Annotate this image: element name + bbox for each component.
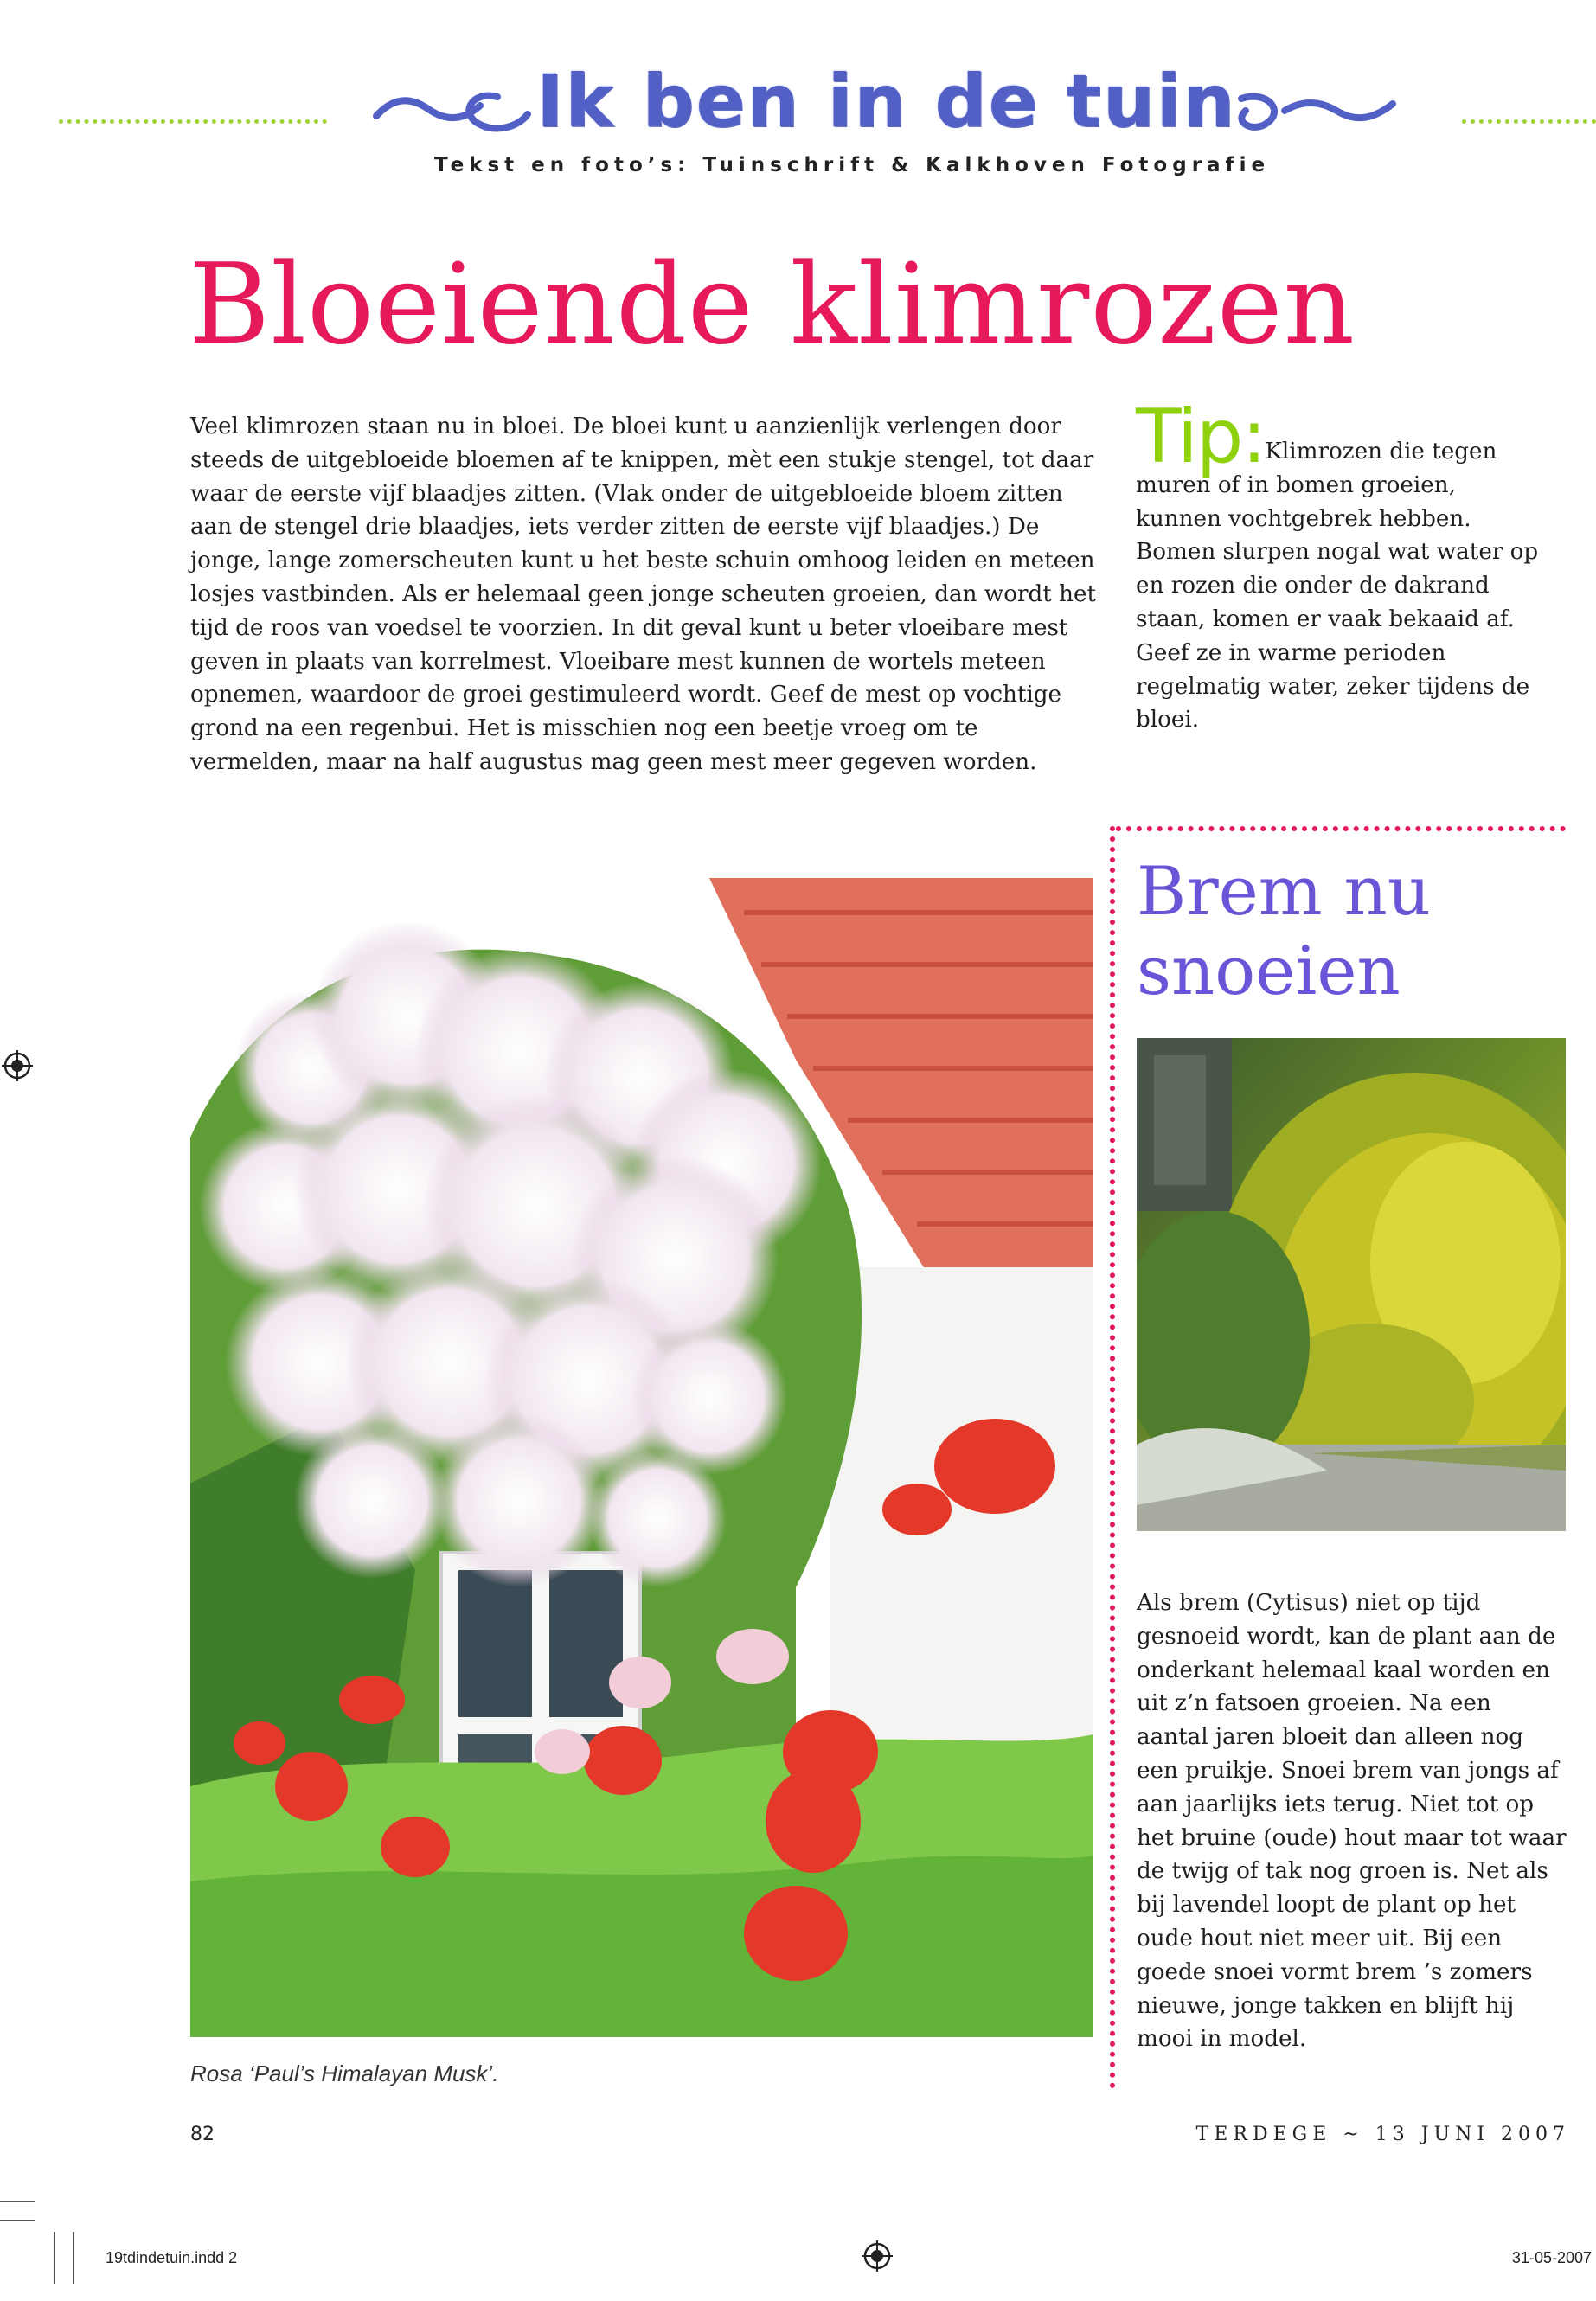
- broom-shrub-photo: [1137, 1038, 1566, 1531]
- tip-box: [1136, 394, 1542, 737]
- header-dotted-rule-left: [59, 119, 327, 124]
- registration-mark-icon: [2, 1050, 33, 1081]
- crop-mark: [73, 2232, 74, 2284]
- header-dotted-rule-right: [1462, 119, 1596, 124]
- sidebar-body: Als brem (Cytisus) niet op tijd gesnoeid wordt, kan de plant aan de onderkant helemaal kaal worden en uit z’n fatsoen groeien. Na een aantal jaren bloeit dan alleen nog een pruikje. Snoei brem van jongs af aan jaarlijks iets terug. Niet tot op het bruine (oude) hout maar tot waar de twijg of tak nog groen is. Net als bij lavendel loopt de plant op het oude hout niet meer uit. Bij een goede snoei vormt brem ’s zomers nieuwe, jonge takken en blijft hij mooi in model.: [1137, 1590, 1567, 2053]
- registration-mark-icon: [862, 2240, 893, 2272]
- article-title: Bloeiende klimrozen: [189, 240, 1356, 369]
- sidebar-title: [1137, 852, 1569, 1011]
- article-body: Veel klimrozen staan nu in bloei. De bloei kunt u aanzienlijk verlengen door steeds de uitgebloeide bloemen af te knippen, mèt een stukje stengel, tot daar waar de eerste vijf blaadjes zitten. (Vlak onder de uitgebloeide bloem zitten aan de stengel drie blaadjes, iets verder zitten de eerste vijf blaadjes.) De jonge, lange zomerscheuten kunt u het beste schuin omhoog leiden en meteen losjes vastbinden. Als er helemaal geen jonge scheuten groeien, dan wordt het tijd de roos van voedsel te voorzien. In dit geval kunt u beter vloeibare mest geven in plaats van korrelmest. Vloeibare mest kunnen de wortels meteen opnemen, waardoor de groei gestimuleerd wordt. Geef de mest op vochtige grond na een regenbui. Het is misschien nog een beetje vroeg om te vermelden, maar na half augustus mag geen mest meer gegeven worden.: [190, 413, 1097, 775]
- banner-title: Ik ben in de tuin: [536, 59, 1237, 144]
- crop-mark: [0, 2201, 35, 2202]
- sidebar-dotted-border-vertical: [1110, 826, 1119, 2089]
- tip-label: Tip:: [1136, 394, 1266, 480]
- slug-date: 31-05-2007: [1511, 2249, 1592, 2266]
- sidebar-dotted-border-top: [1116, 826, 1566, 831]
- photo-credits: Tekst en foto’s: Tuinschrift & Kalkhoven Fotografie: [433, 154, 1271, 176]
- slug-filename: 19tdindetuin.indd 2: [106, 2249, 238, 2266]
- crop-mark: [0, 2220, 35, 2221]
- page-number: 82: [190, 2124, 215, 2145]
- climbing-rose-photo: [190, 878, 1093, 2037]
- crop-mark: [54, 2232, 55, 2284]
- publication-line: TERDEGE ~ 13 JUNI 2007: [1195, 2124, 1570, 2145]
- photo-caption: Rosa ‘Paul’s Himalayan Musk’.: [190, 2061, 499, 2086]
- sidebar-title-line-2: snoeien: [1137, 933, 1401, 1010]
- sidebar-title-line-1: Brem nu: [1137, 853, 1431, 931]
- tip-text: Klimrozen die tegen muren of in bomen groeien, kunnen vochtgebrek hebben. Bomen slurpen nogal wat water op en rozen die onder de dakrand staan, komen er vaak bekaaid af. Geef ze in warme perioden regelmatig water, zeker tijdens de bloei.: [1136, 439, 1539, 734]
